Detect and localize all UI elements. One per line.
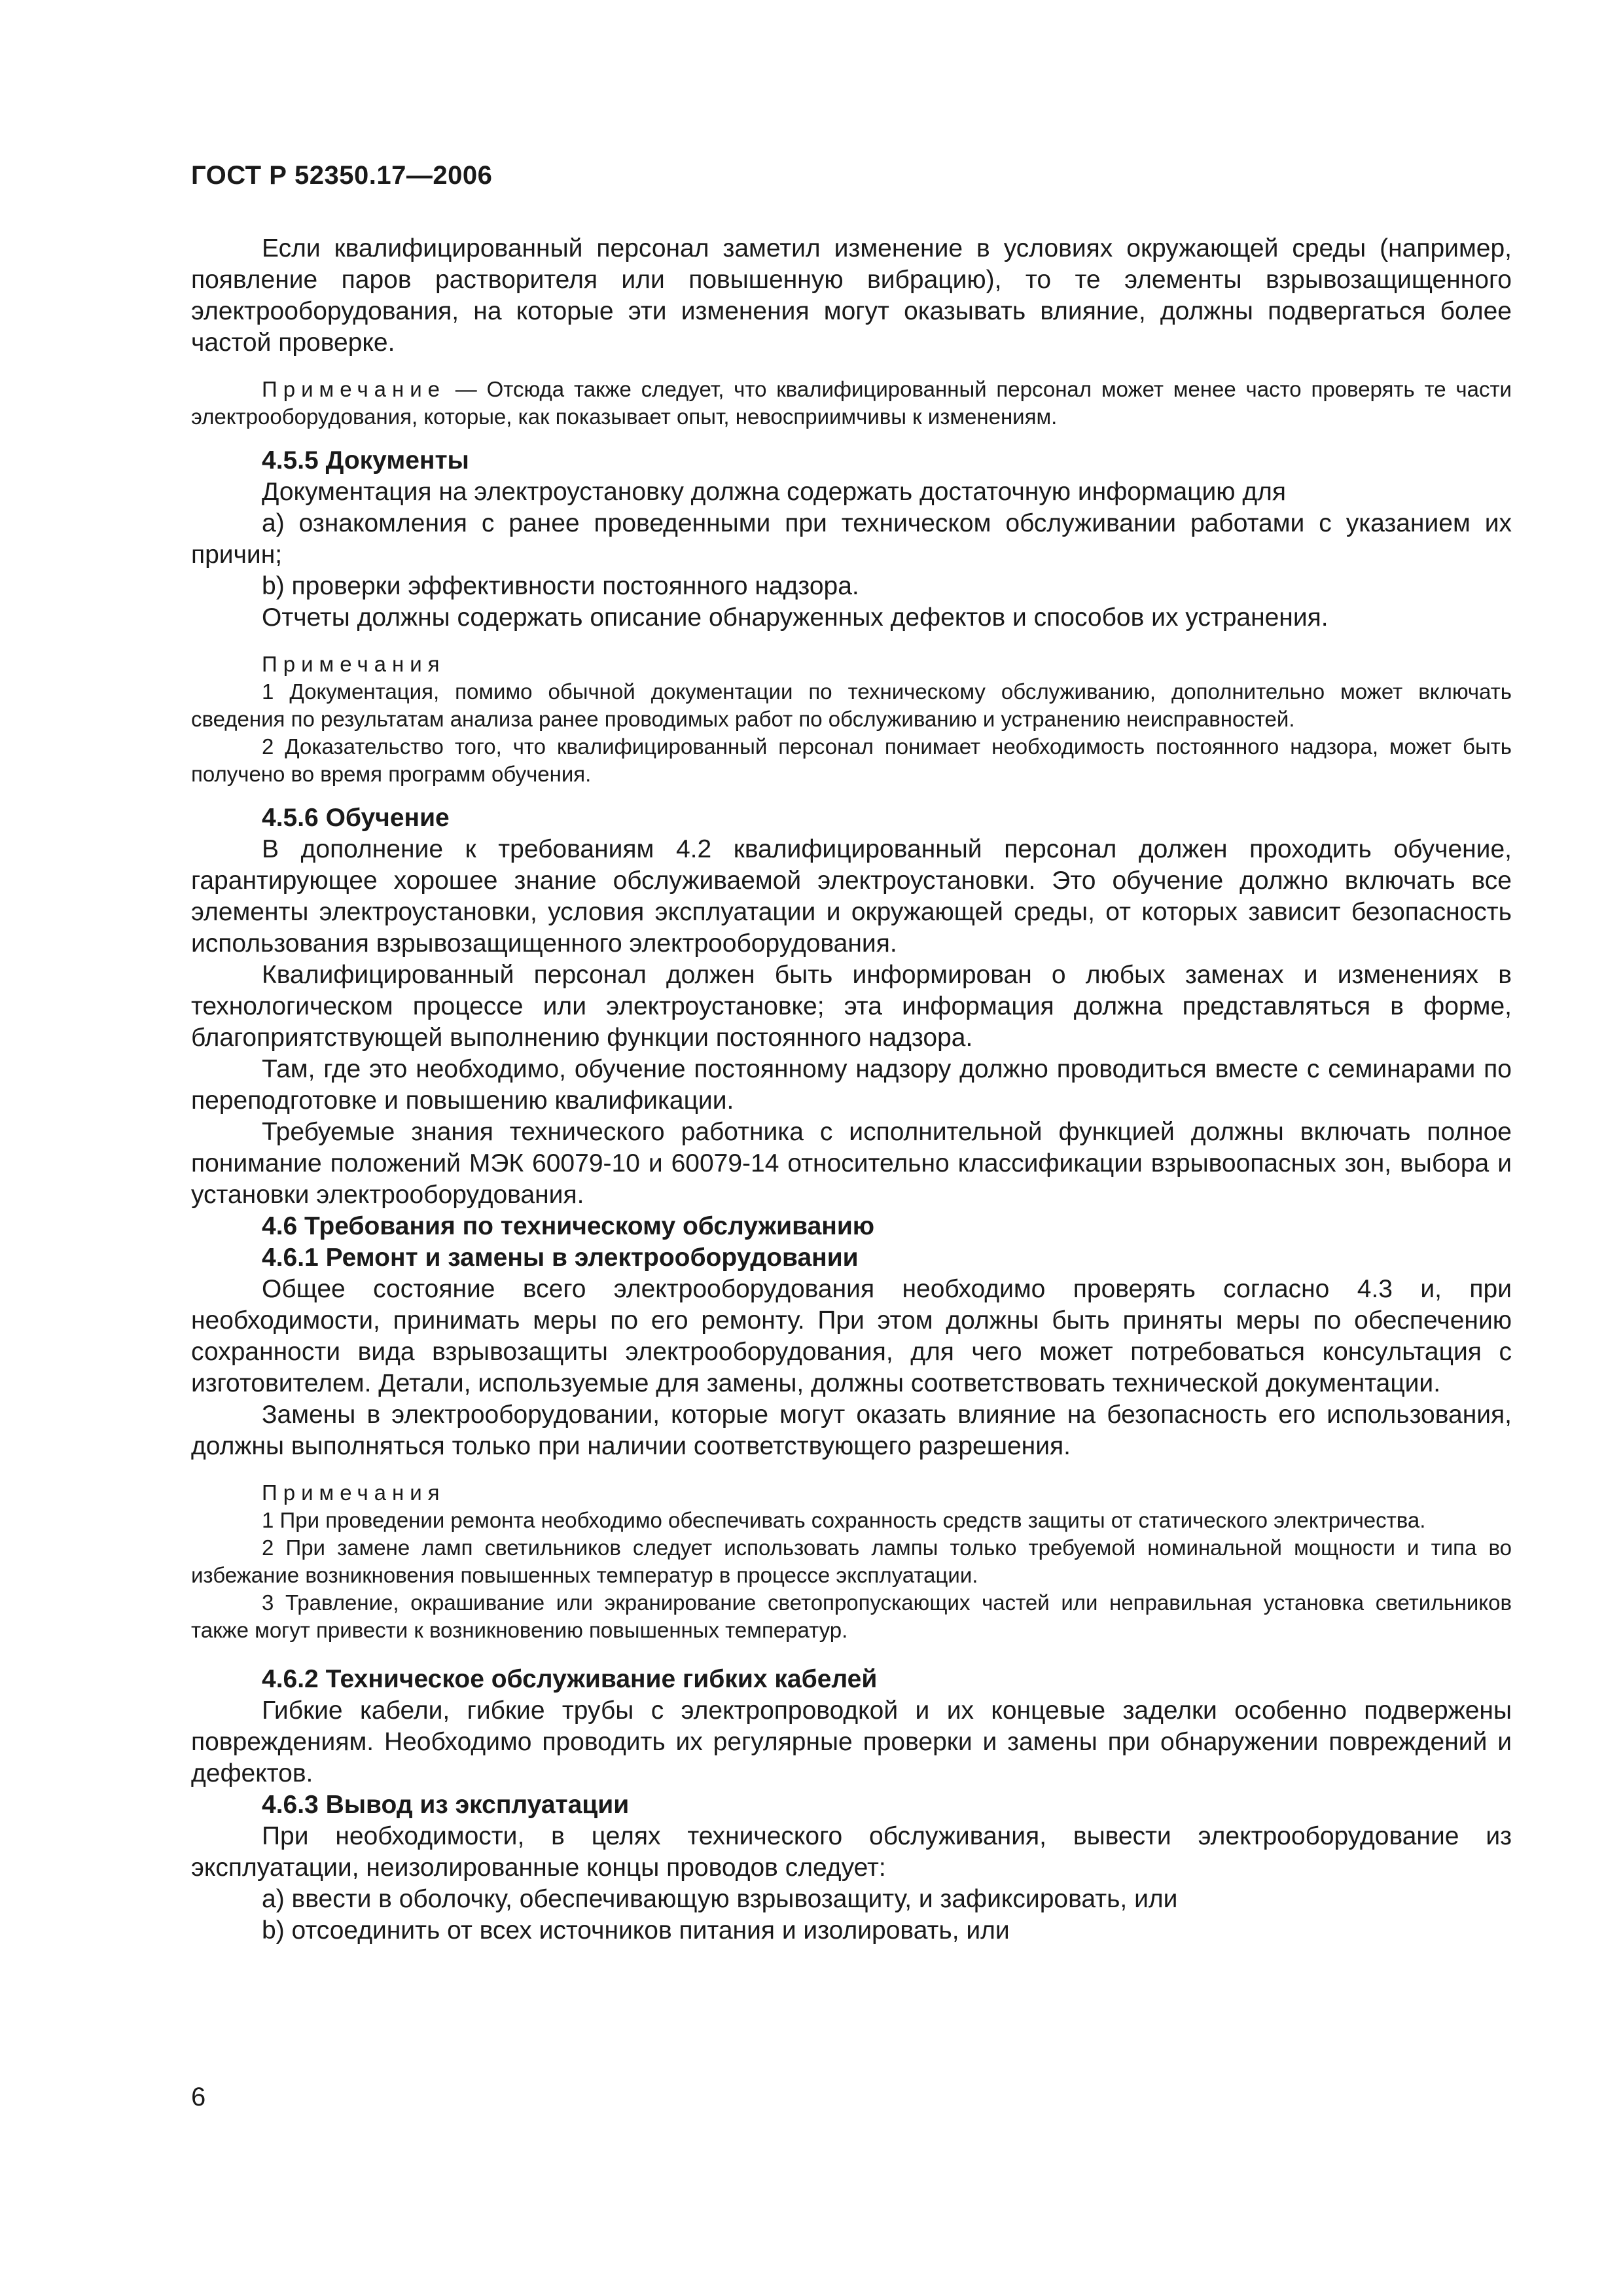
intro-note — [191, 376, 1512, 431]
note-item: 1 При проведении ремонта необходимо обеспечивать сохранность средств защиты от статического электричества. — [262, 1508, 1426, 1532]
note-item: 2 При замене ламп светильников следует использовать лампы только требуемой номинальной мощности и типа во избежание возникновения повышенных температур в процессе эксплуатации. — [191, 1535, 1512, 1587]
section-heading-4-6-1: 4.6.1 Ремонт и замены в электрооборудовании — [262, 1244, 859, 1272]
note-item: 1 Документация, помимо обычной документации по техническому обслуживанию, дополнительно может включать сведения по результатам анализа ранее проводимых работ по обслуживанию и устранению неисправностей. — [191, 679, 1512, 731]
section-heading-4-5-5: 4.5.5 Документы — [262, 446, 469, 475]
section-heading-4-6-2: 4.6.2 Техническое обслуживание гибких кабелей — [262, 1665, 878, 1693]
paragraph: Требуемые знания технического работника с исполнительной функцией должны включать полное понимание положений МЭК 60079-10 и 60079-14 относительно классификации взрывоопасных зон, выбора и установки электрооборудования. — [191, 1118, 1512, 1209]
note-label: Примечание — [262, 377, 446, 401]
page-content — [191, 233, 1512, 1946]
paragraph: В дополнение к требованиям 4.2 квалифицированный персонал должен проходить обучение, гарантирующее хорошее знание обслуживаемой электроустановки. Это обучение должно включать все элементы электроустановки, условия эксплуатации и окружающей среды, от которых зависит безопасность использования взрывозащищенного электрооборудования. — [191, 835, 1512, 958]
note-item: 3 Травление, окрашивание или экранирование светопропускающих частей или неправильная установка светильников также могут привести к возникновению повышенных температур. — [191, 1590, 1512, 1642]
notes-heading: Примечания — [262, 1480, 446, 1505]
note-text: — Отсюда также следует, что квалифицированный персонал может менее часто проверять те части электрооборудования, которые, как показывает опыт, невосприимчивы к изменениям. — [191, 377, 1512, 429]
document-code: ГОСТ Р 52350.17—2006 — [191, 161, 493, 190]
paragraph: Отчеты должны содержать описание обнаруженных дефектов и способов их устранения. — [262, 603, 1329, 632]
list-item-b: b) проверки эффективности постоянного надзора. — [262, 572, 859, 600]
note-item: 2 Доказательство того, что квалифицированный персонал понимает необходимость постоянного надзора, может быть получено во время программ обучения. — [191, 734, 1512, 786]
list-item-b: b) отсоединить от всех источников питания и изолировать, или — [262, 1916, 1010, 1945]
paragraph: Замены в электрооборудовании, которые могут оказать влияние на безопасность его использования, должны выполняться только при наличии соответствующего разрешения. — [191, 1401, 1512, 1460]
paragraph: Квалифицированный персонал должен быть информирован о любых заменах и изменениях в технологическом процессе или электроустановке; эта информация должна представляться в форме, благоприятствующей выполнению функции постоянного надзора. — [191, 961, 1512, 1052]
section-heading-4-5-6: 4.5.6 Обучение — [262, 804, 450, 832]
paragraph: Гибкие кабели, гибкие трубы с электропроводкой и их концевые заделки особенно подвержены повреждениям. Необходимо проводить их регулярные проверки и замены при обнаружении повреждений и дефектов. — [191, 1696, 1512, 1787]
list-item-a: a) ознакомления с ранее проведенными при техническом обслуживании работами с указанием их причин; — [191, 509, 1512, 569]
paragraph: При необходимости, в целях технического обслуживания, вывести электрооборудование из эксплуатации, неизолированные концы проводов следует: — [191, 1822, 1512, 1882]
section-heading-4-6: 4.6 Требования по техническому обслуживанию — [262, 1212, 875, 1240]
intro-paragraph: Если квалифицированный персонал заметил изменение в условиях окружающей среды (например, появление паров растворителя или повышенную вибрацию), то те элементы взрывозащищенного электрооборудования, на которые эти изменения могут оказывать влияние, должны подвергаться более частой проверке. — [191, 234, 1512, 357]
paragraph: Документация на электроустановку должна содержать достаточную информацию для — [262, 478, 1287, 506]
paragraph: Там, где это необходимо, обучение постоянному надзору должно проводиться вместе с семинарами по переподготовке и повышению квалификации. — [191, 1055, 1512, 1115]
page-number: 6 — [191, 2083, 206, 2111]
section-heading-4-6-3: 4.6.3 Вывод из эксплуатации — [262, 1791, 630, 1819]
paragraph: Общее состояние всего электрооборудования необходимо проверять согласно 4.3 и, при необходимости, принимать меры по его ремонту. При этом должны быть приняты меры по обеспечению сохранности вида взрывозащиты электрооборудования, для чего может потребоваться консультация с изготовителем. Детали, используемые для замены, должны соответствовать технической документации. — [191, 1275, 1512, 1397]
list-item-a: a) ввести в оболочку, обеспечивающую взрывозащиту, и зафиксировать, или — [262, 1885, 1178, 1913]
notes-heading: Примечания — [262, 652, 446, 676]
